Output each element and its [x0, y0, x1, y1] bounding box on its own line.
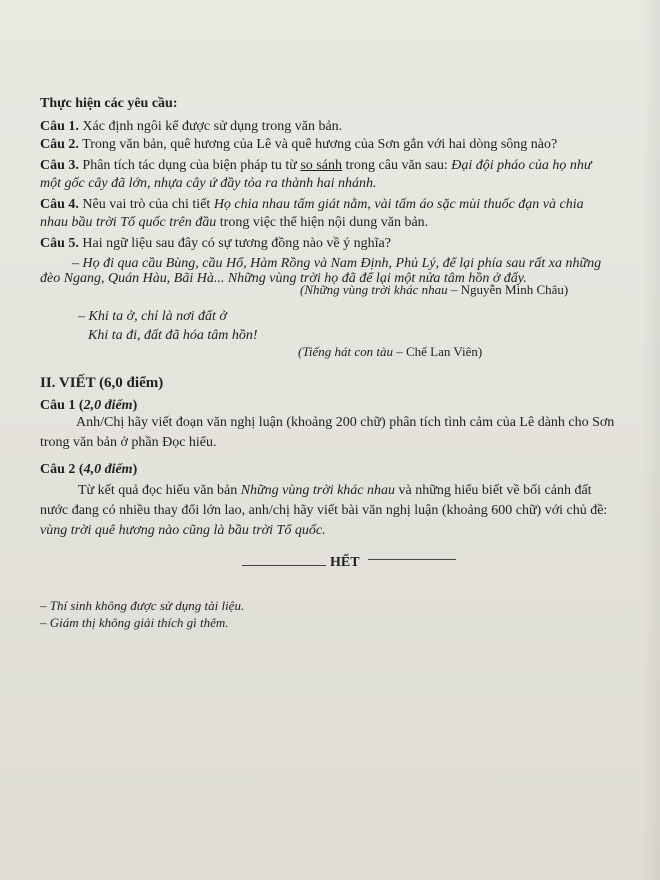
source-author: – Chế Lan Viên): [392, 344, 483, 359]
question-label-close: ): [132, 462, 138, 477]
question-1: [40, 118, 342, 136]
quoted-detail: Họ chia nhau tấm giát nằm, vài tấm áo sặc mùi thuốc đạn và chia: [213, 197, 584, 212]
question-text: trong câu văn sau:: [341, 158, 452, 173]
question-5: [40, 235, 391, 253]
source-title: (Những vùng trời khác nhau: [300, 282, 448, 297]
writing-question-2-line-2: nước đang có nhiều thay đổi lớn lao, anh/chị hãy viết bài văn nghị luận (khoảng 600 chữ) với chủ đề:: [40, 503, 608, 518]
writing-question-2-topic: vùng trời quê hương nào cũng là bầu trời Tổ quốc.: [40, 523, 326, 538]
work-title: Những vùng trời khác nhau: [240, 483, 396, 498]
question-text: Phân tích tác dụng của biện pháp tu từ: [78, 158, 301, 173]
end-rule-right: [368, 559, 456, 560]
question-label: Câu 2.: [40, 137, 79, 152]
prompt-text: Từ kết quả đọc hiểu văn bản: [78, 483, 241, 498]
note-2: – Giám thị không giải thích gì thêm.: [40, 615, 229, 630]
question-text: Trong văn bản, quê hương của Lê và quê hương của Sơn gắn với hai dòng sông nào?: [78, 137, 558, 152]
end-label: HẾT: [330, 555, 360, 570]
question-4: [40, 196, 584, 214]
excerpt-2-line-1: – Khi ta ở, chỉ là nơi đất ở: [78, 309, 227, 324]
underlined-term: so sánh: [300, 158, 342, 173]
source-2: [298, 343, 482, 361]
excerpt-1-line-2: đèo Ngang, Quán Hàu, Bãi Hà... Những vùng trời họ đã để lại một nửa tâm hồn ở đấy.: [40, 271, 527, 286]
question-text: Hai ngữ liệu sau đây có sự tương đồng nào về ý nghĩa?: [78, 236, 391, 251]
question-label: Câu 4.: [40, 197, 79, 212]
note-1: – Thí sinh không được sử dụng tài liệu.: [40, 598, 245, 613]
question-label: Câu 1 (: [40, 398, 84, 413]
question-points: 2,0 điểm: [83, 398, 133, 413]
question-label: Câu 1.: [40, 119, 79, 134]
page-shadow: [642, 0, 660, 880]
question-points: 4,0 điểm: [83, 462, 133, 477]
writing-question-2-line-1: [78, 482, 592, 500]
excerpt-2-line-2: Khi ta đi, đất đã hóa tâm hồn!: [88, 328, 258, 343]
question-2: [40, 136, 557, 154]
question-label: Câu 2 (: [40, 462, 84, 477]
question-text: Nêu vai trò của chi tiết: [78, 197, 214, 212]
quoted-sentence: Đại đội pháo của họ như: [451, 158, 592, 173]
writing-question-1-label: [40, 397, 137, 415]
excerpt-1-line-1: – Họ đi qua cầu Bùng, cầu Hổ, Hàm Rồng và Nam Định, Phủ Lý, để lại phía sau rất xa những: [72, 256, 602, 271]
question-label: Câu 5.: [40, 236, 79, 251]
source-title: (Tiếng hát con tàu: [298, 344, 393, 359]
instructions-heading: Thực hiện các yêu cầu:: [40, 96, 178, 111]
writing-question-1-line-2: trong văn bản ở phần Đọc hiểu.: [40, 435, 217, 450]
writing-question-2-label: [40, 461, 137, 479]
end-rule-left: [242, 565, 326, 566]
prompt-text: và những hiểu biết về bối cảnh đất: [395, 483, 592, 498]
question-text: Xác định ngôi kể được sử dụng trong văn bản.: [78, 119, 343, 134]
source-author: – Nguyễn Minh Châu): [447, 282, 569, 297]
question-label-close: ): [132, 398, 138, 413]
question-3: [40, 157, 591, 175]
quoted-detail-continued: nhau bầu trời Tổ quốc trên đầu: [40, 215, 217, 230]
writing-question-1-line-1: Anh/Chị hãy viết đoạn văn nghị luận (khoảng 200 chữ) phân tích tình cảm của Lê dành cho Sơn: [76, 415, 615, 430]
source-1: [300, 281, 568, 299]
quoted-sentence-continued: một gốc cây đã lớn, nhựa cây ứ đầy tỏa ra thành hai nhánh.: [40, 176, 377, 191]
question-text: trong việc thể hiện nội dung văn bản.: [216, 215, 429, 230]
question-4-continued: [40, 214, 428, 232]
question-label: Câu 3.: [40, 158, 79, 173]
writing-section-title: II. VIẾT (6,0 điểm): [40, 375, 164, 391]
